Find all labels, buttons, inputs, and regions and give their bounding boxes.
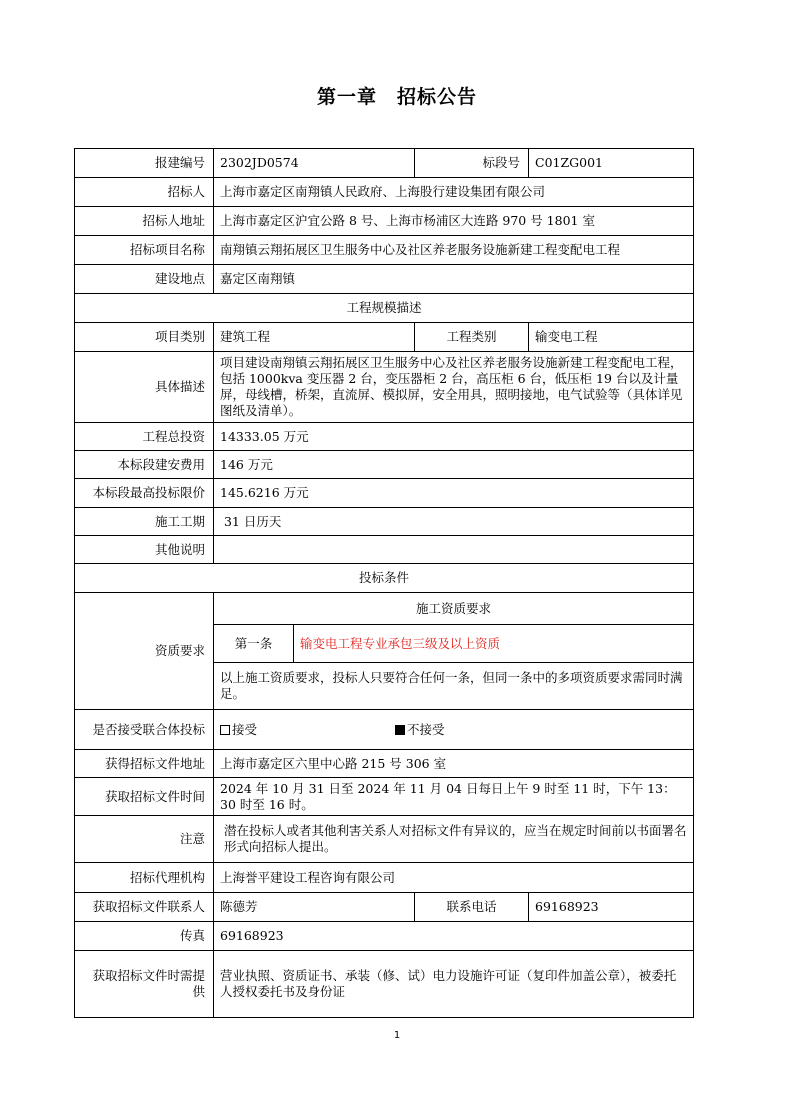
- baojian-value: 2302JD0574: [214, 149, 415, 178]
- other-value: [214, 536, 694, 564]
- fax-value: 69168923: [214, 922, 694, 951]
- chapter-number: 第一章: [316, 86, 377, 108]
- table-row: [75, 816, 694, 863]
- provide-label: 获取招标文件时需提供: [75, 951, 214, 1018]
- table-row: [75, 778, 694, 816]
- table-row: [75, 479, 694, 508]
- checkbox-empty-icon: [220, 725, 230, 735]
- table-row: [75, 294, 694, 323]
- biaoduan-value: C01ZG001: [529, 149, 694, 178]
- period-label: 施工工期: [75, 508, 214, 536]
- limit-label: 本标段最高投标限价: [75, 479, 214, 508]
- phone-label: 联系电话: [415, 893, 529, 922]
- project-value: 南翔镇云翔拓展区卫生服务中心及社区养老服务设施新建工程变配电工程: [214, 236, 694, 265]
- table-row: [75, 564, 694, 593]
- period-value: 31 日历天: [214, 508, 694, 536]
- joint-accept-option[interactable]: [220, 722, 257, 737]
- joint-accept-label: 接受: [232, 721, 258, 737]
- table-row: [75, 423, 694, 451]
- eng-type-value: 输变电工程: [529, 323, 694, 352]
- limit-value: 145.6216 万元: [214, 479, 694, 508]
- table-row: [75, 451, 694, 479]
- bid-cond-header: 投标条件: [75, 564, 694, 593]
- zhaobiaoren-label: 招标人: [75, 178, 214, 207]
- table-row: [75, 536, 694, 564]
- project-label: 招标项目名称: [75, 236, 214, 265]
- notice-label: 注意: [75, 816, 214, 863]
- notice-value: 潜在投标人或者其他利害关系人对招标文件有异议的，应当在规定时间前以书面署名形式向招标人提出。: [214, 816, 694, 863]
- qual-sub-header: 施工资质要求: [214, 593, 694, 625]
- joint-options: [214, 710, 694, 750]
- phone-value: 69168923: [529, 893, 694, 922]
- chapter-title: 招标公告: [397, 86, 478, 108]
- page-title: [0, 82, 794, 109]
- table-row: [75, 922, 694, 951]
- desc-value: 项目建设南翔镇云翔拓展区卫生服务中心及社区养老服务设施新建工程变配电工程，包括 1000kva 变压器 2 台，变压器柜 2 台，高压柜 6 台，低压柜 19 台以及计量屏，母线槽，桥架，直流屏、模拟屏，安全用具，照明接地，电气试验等（具体详见图纸及清单）。: [214, 352, 694, 423]
- checkbox-filled-icon: [395, 725, 405, 735]
- table-row: [75, 178, 694, 207]
- table-row: [75, 710, 694, 750]
- invest-label: 工程总投资: [75, 423, 214, 451]
- scale-header: 工程规模描述: [75, 294, 694, 323]
- table-row: [75, 352, 694, 423]
- table-row: [75, 951, 694, 1018]
- cost-value: 146 万元: [214, 451, 694, 479]
- table-row: [75, 508, 694, 536]
- contact-value: 陈德芳: [214, 893, 415, 922]
- desc-label: 具体描述: [75, 352, 214, 423]
- location-value: 嘉定区南翔镇: [214, 265, 694, 294]
- qual-item-label: 第一条: [214, 625, 294, 663]
- eng-type-label: 工程类别: [415, 323, 529, 352]
- joint-reject-option[interactable]: [395, 722, 445, 738]
- agency-label: 招标代理机构: [75, 863, 214, 893]
- table-row: [75, 323, 694, 352]
- cost-label: 本标段建安费用: [75, 451, 214, 479]
- other-label: 其他说明: [75, 536, 214, 564]
- table-row: [75, 593, 694, 625]
- qual-note: 以上施工资质要求，投标人只要符合任何一条，但同一条中的多项资质要求需同时满足。: [214, 663, 694, 710]
- qual-item-value: 输变电工程专业承包三级及以上资质: [294, 625, 694, 663]
- location-label: 建设地点: [75, 265, 214, 294]
- zhaobiaoren-value: 上海市嘉定区南翔镇人民政府、上海股行建设集团有限公司: [214, 178, 694, 207]
- table-row: [75, 207, 694, 236]
- biaoduan-label: 标段号: [415, 149, 529, 178]
- provide-value: 营业执照、资质证书、承装（修、试）电力设施许可证（复印件加盖公章），被委托人授权委托书及身份证: [214, 951, 694, 1018]
- table-row: [75, 893, 694, 922]
- joint-reject-label: 不接受: [407, 722, 445, 737]
- table-row: [75, 863, 694, 893]
- doc-time-label: 获取招标文件时间: [75, 778, 214, 816]
- category-label: 项目类别: [75, 323, 214, 352]
- joint-label: 是否接受联合体投标: [75, 710, 214, 750]
- address-value: 上海市嘉定区沪宜公路 8 号、上海市杨浦区大连路 970 号 1801 室: [214, 207, 694, 236]
- table-row: [75, 750, 694, 778]
- table-row: [75, 149, 694, 178]
- agency-value: 上海誉平建设工程咨询有限公司: [214, 863, 694, 893]
- category-value: 建筑工程: [214, 323, 415, 352]
- baojian-label: 报建编号: [75, 149, 214, 178]
- page-number: 1: [393, 1030, 401, 1041]
- doc-addr-value: 上海市嘉定区六里中心路 215 号 306 室: [214, 750, 694, 778]
- contact-label: 获取招标文件联系人: [75, 893, 214, 922]
- doc-time-value: 2024 年 10 月 31 日至 2024 年 11 月 04 日每日上午 9 时至 11 时，下午 13：30 时至 16 时。: [214, 778, 694, 816]
- qual-label: 资质要求: [75, 593, 214, 710]
- table-row: [75, 265, 694, 294]
- tender-notice-table: [74, 148, 694, 1018]
- doc-addr-label: 获得招标文件地址: [75, 750, 214, 778]
- address-label: 招标人地址: [75, 207, 214, 236]
- invest-value: 14333.05 万元: [214, 423, 694, 451]
- table-row: [75, 236, 694, 265]
- fax-label: 传真: [75, 922, 214, 951]
